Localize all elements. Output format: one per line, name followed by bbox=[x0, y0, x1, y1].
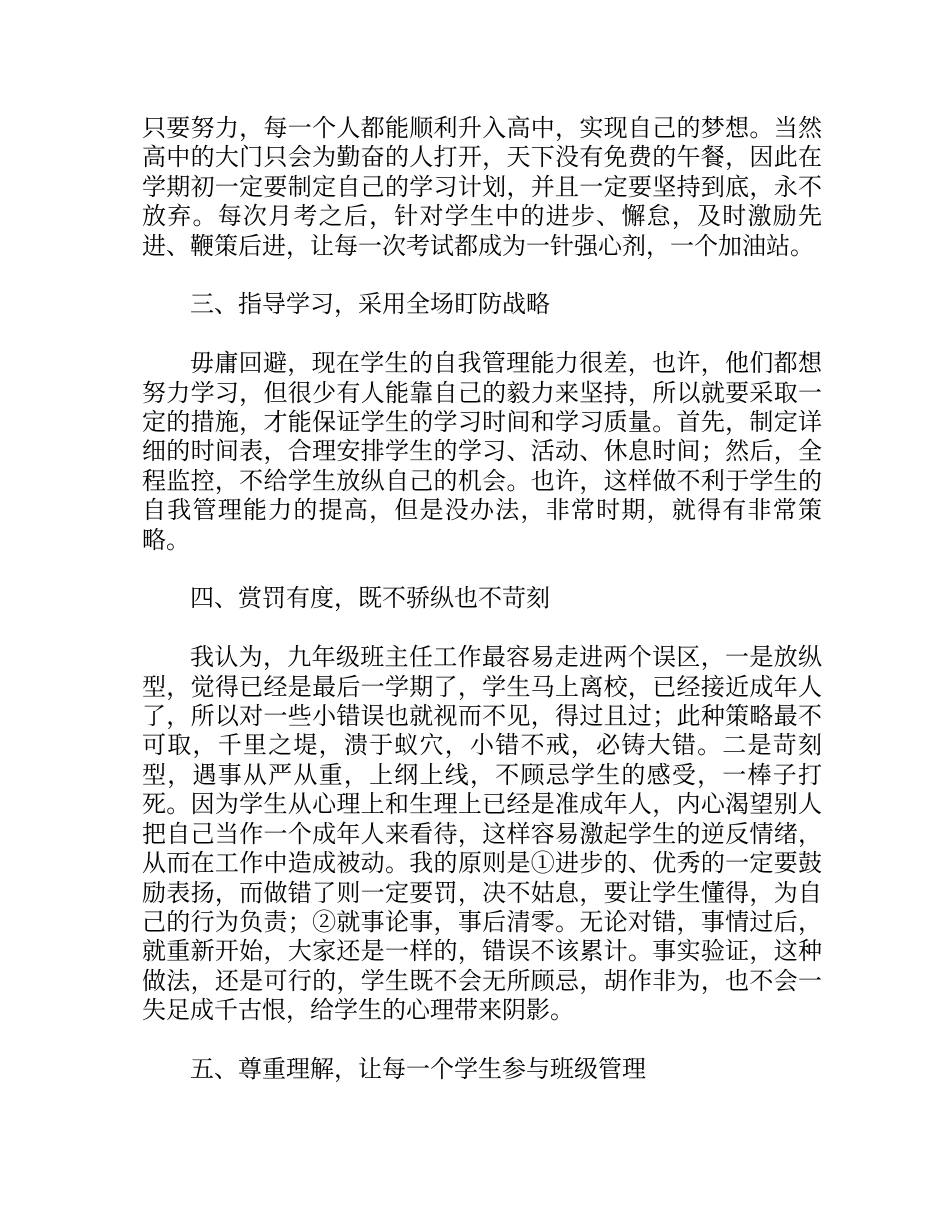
section-heading-3: 三、指导学习，采用全场盯防战略 bbox=[190, 290, 550, 319]
body-paragraph-3: 我认为，九年级班主任工作最容易走进两个误区，一是放纵型，觉得已经是最后一学期了，学生马上离校，已经接近成年人了，所以对一些小错误也就视而不见，得过且过；此种策略最不可取，千里之堤，溃于蚁穴，小错不戒，必铸大错。二是苛刻型，遇事从严从重，上纲上线，不顾忌学生的感受，一棒子打死。因为学生从心理上和生理上已经是准成年人，内心渴望别人把自己当作一个成年人来看待，这样容易激起学生的逆反情绪，从而在工作中造成被动。我的原则是①进步的、优秀的一定要鼓励表扬，而做错了则一定要罚，决不姑息，要让学生懂得，为自己的行为负责；②就事论事，事后清零。无论对错，事情过后，就重新开始，大家还是一样的，错误不该累计。事实验证，这种做法，还是可行的，学生既不会无所顾忌，胡作非为，也不会一失足成千古恨，给学生的心理带来阴影。 bbox=[142, 643, 822, 1025]
section-heading-5: 五、尊重理解，让每一个学生参与班级管理 bbox=[190, 1054, 646, 1083]
body-paragraph-1: 只要努力，每一个人都能顺利升入高中，实现自己的梦想。当然高中的大门只会为勤奋的人打开，天下没有免费的午餐，因此在学期初一定要制定自己的学习计划，并且一定要坚持到底，永不放弃。每次月考之后，针对学生中的进步、懈怠，及时激励先进、鞭策后进，让每一次考试都成为一针强心剂，一个加油站。 bbox=[142, 114, 822, 260]
document-page bbox=[142, 114, 822, 1114]
section-heading-4: 四、赏罚有度，既不骄纵也不苛刻 bbox=[190, 584, 550, 613]
body-paragraph-2: 毋庸回避，现在学生的自我管理能力很差，也许，他们都想努力学习，但很少有人能靠自己的毅力来坚持，所以就要采取一定的措施，才能保证学生的学习时间和学习质量。首先，制定详细的时间表，合理安排学生的学习、活动、休息时间；然后，全程监控，不给学生放纵自己的机会。也许，这样做不利于学生的自我管理能力的提高，但是没办法，非常时期，就得有非常策略。 bbox=[142, 349, 822, 554]
